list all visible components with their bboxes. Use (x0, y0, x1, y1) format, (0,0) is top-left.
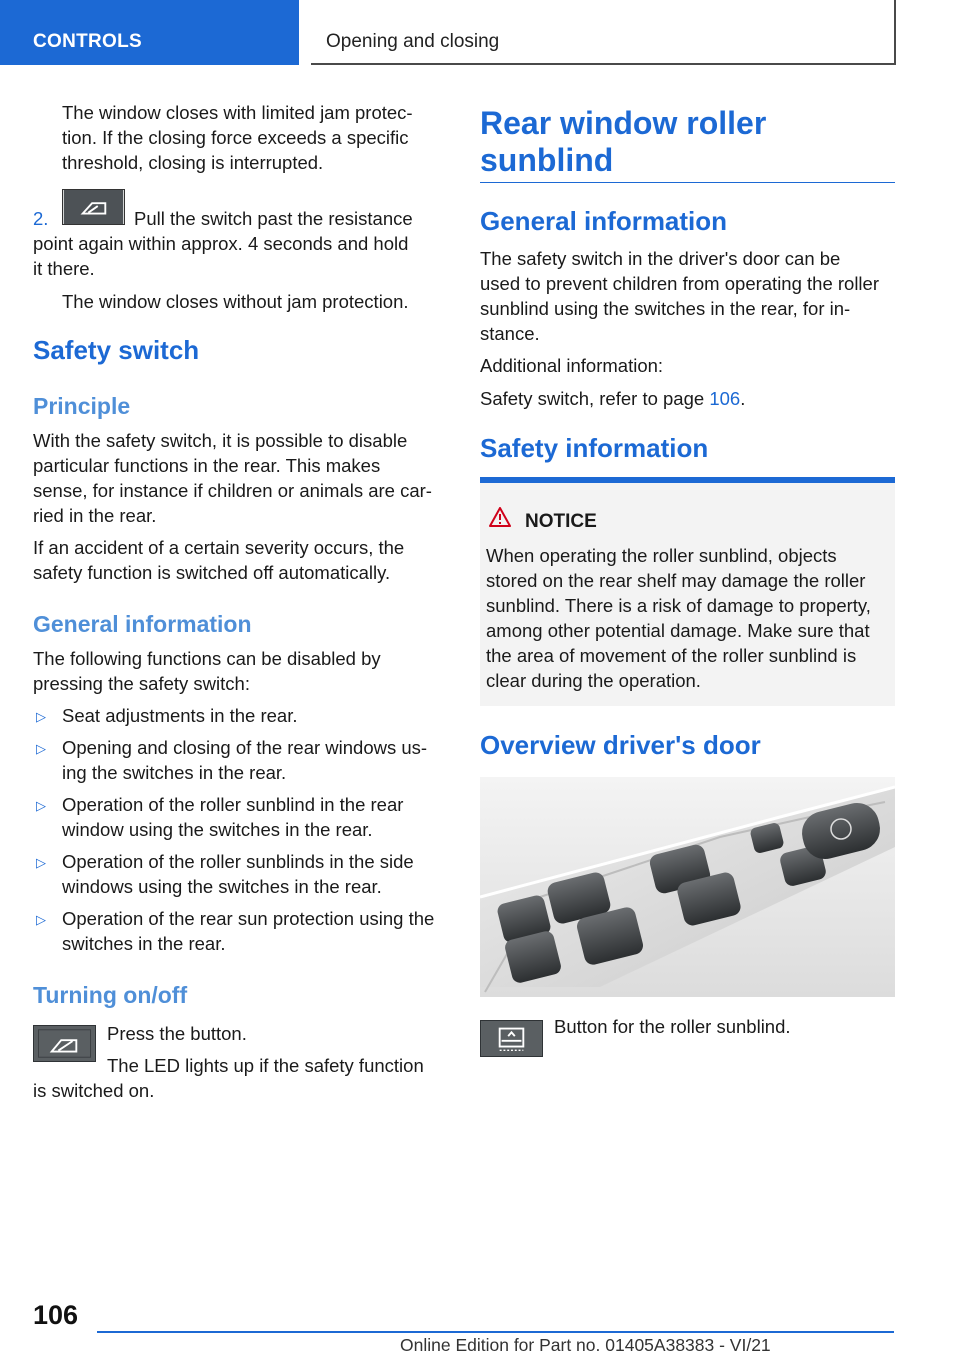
text-line: it there. (33, 258, 95, 279)
text-line: sense, for instance if children or animals are car- (33, 480, 432, 501)
bullet-icon: ▷ (36, 855, 46, 870)
list-item (62, 906, 434, 956)
text-line: tion. If the closing force exceeds a specific (62, 127, 409, 148)
warning-triangle-icon (489, 507, 511, 527)
text-line: sunblind. There is a risk of damage to property, (486, 595, 871, 616)
text-line: sunblind using the switches in the rear, for in- (480, 298, 851, 319)
list-item (62, 849, 414, 899)
bullet-icon: ▷ (36, 709, 46, 724)
bullet-icon: ▷ (36, 798, 46, 813)
page-section-title (480, 105, 766, 179)
text-line: ried in the rear. (33, 505, 157, 526)
title-line: sunblind (480, 142, 614, 178)
title-line: Rear window roller (480, 105, 767, 141)
reference-end: . (740, 388, 746, 409)
text-line: stored on the rear shelf may damage the roller (486, 570, 866, 591)
drivers-door-switch-photo (480, 777, 895, 997)
text-line: clear during the operation. (486, 670, 701, 691)
chapter-tab (311, 0, 896, 65)
heading-turning-on-off: Turning on/off (33, 982, 188, 1008)
bullet-icon: ▷ (36, 912, 46, 927)
text-line: The following functions can be disabled by (33, 648, 381, 669)
safety-switch-icon (33, 1025, 96, 1062)
step-number: 2. (33, 208, 49, 229)
heading-general-information-right: General information (480, 206, 728, 236)
text-line: stance. (480, 323, 540, 344)
list-item (62, 792, 403, 842)
heading-principle: Principle (33, 393, 131, 419)
text-line: the area of movement of the roller sunblind is (486, 645, 857, 666)
heading-overview-drivers-door: Overview driver's door (480, 730, 761, 760)
step-2-line: Pull the switch past the resistance (134, 208, 413, 229)
turning-led-line-2: is switched on. (33, 1080, 155, 1101)
text-line: Operation of the roller sunblind in the rear (62, 794, 404, 815)
heading-safety-switch: Safety switch (33, 335, 200, 365)
step-2-result: The window closes without jam protection. (62, 291, 409, 312)
text-line: particular functions in the rear. This makes (33, 455, 381, 476)
text-line: Opening and closing of the rear windows us- (62, 737, 428, 758)
safety-switch-reference (480, 386, 745, 411)
general-paragraph-right (480, 246, 879, 346)
text-line: among other potential damage. Make sure that (486, 620, 870, 641)
text-line: The safety switch in the driver's door can be (480, 248, 841, 269)
turning-instruction: Press the button. (107, 1023, 247, 1044)
section-label: CONTROLS (33, 31, 143, 52)
list-item (62, 735, 427, 785)
page-number: 106 (33, 1300, 79, 1330)
reference-text: Safety switch, refer to page (480, 388, 710, 409)
bullet-icon: ▷ (36, 741, 46, 756)
principle-paragraph-2 (33, 535, 404, 585)
roller-sunblind-caption: Button for the roller sunblind. (554, 1016, 791, 1037)
text-line: The window closes with limited jam protec- (62, 102, 413, 123)
chapter-label: Opening and closing (326, 31, 500, 52)
notice-box (480, 477, 895, 706)
text-line: window using the switches in the rear. (62, 819, 373, 840)
text-line: Operation of the rear sun protection using the (62, 908, 435, 929)
additional-info-label: Additional information: (480, 355, 664, 376)
general-intro (33, 646, 381, 696)
turning-led-line: The LED lights up if the safety function (107, 1055, 424, 1076)
text-line: safety function is switched off automatically. (33, 562, 391, 583)
title-divider (480, 182, 895, 183)
text-line: ing the switches in the rear. (62, 762, 287, 783)
text-line: windows using the switches in the rear. (62, 876, 382, 897)
heading-safety-information: Safety information (480, 433, 709, 463)
principle-paragraph (33, 428, 432, 528)
text-line: Seat adjustments in the rear. (62, 705, 298, 726)
text-line: When operating the roller sunblind, objects (486, 545, 837, 566)
text-line: pressing the safety switch: (33, 673, 250, 694)
text-line: point again within approx. 4 seconds and hold (33, 233, 409, 254)
list-item (62, 703, 298, 728)
window-close-switch-icon (62, 189, 125, 225)
step-2-text (33, 231, 408, 281)
intro-paragraph (62, 100, 413, 175)
text-line: If an accident of a certain severity occurs, the (33, 537, 405, 558)
text-line: switches in the rear. (62, 933, 226, 954)
text-line: Operation of the roller sunblinds in the side (62, 851, 414, 872)
heading-general-information: General information (33, 611, 252, 637)
notice-text (486, 543, 871, 693)
text-line: threshold, closing is interrupted. (62, 152, 324, 173)
text-line: With the safety switch, it is possible to disable (33, 430, 408, 451)
notice-label: NOTICE (525, 511, 597, 532)
page-link[interactable]: 106 (709, 388, 741, 409)
roller-sunblind-icon (480, 1020, 543, 1057)
footer-divider (97, 1331, 894, 1333)
edition-info: Online Edition for Part no. 01405A38383 - VI/21 (400, 1335, 771, 1355)
text-line: used to prevent children from operating the roller (480, 273, 879, 294)
section-tab (0, 0, 299, 65)
